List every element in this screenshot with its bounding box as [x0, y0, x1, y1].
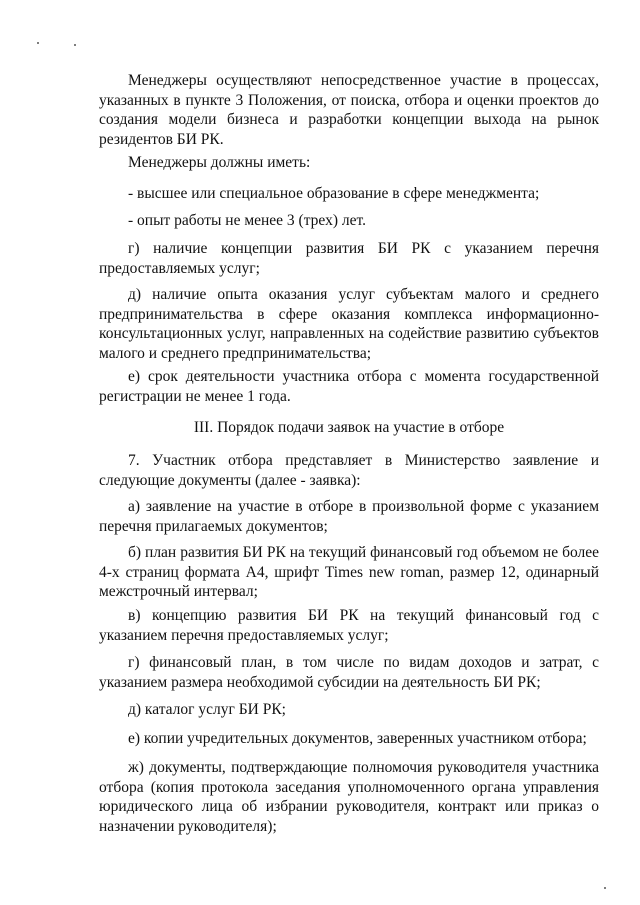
paragraph-item-b: б) план развития БИ РК на текущий финансовый год объемом не более 4-х страниц формата А4, шрифт Times new roman, размер 12, одинарный межстрочный интервал; — [99, 544, 599, 601]
paragraph-item-e2: е) копии учредительных документов, заверенных участником отбора; — [128, 730, 587, 747]
scan-speck — [604, 887, 606, 889]
paragraph-item-g2: г) финансовый план, в том числе по видам доходов и затрат, с указанием размера необходимой субсидии на деятельность БИ РК; — [99, 654, 599, 691]
paragraph-managers-role: Менеджеры осуществляют непосредственное участие в процессах, указанных в пункте 3 Положения, от поиска, отбора и оценки проектов до создания модели бизнеса и разработки концепции выхода на рынок резидентов БИ РК. — [99, 72, 599, 148]
paragraph-item-a: а) заявление на участие в отборе в произвольной форме с указанием перечня прилагаемых документов; — [99, 498, 599, 535]
list-item-experience: - опыт работы не менее 3 (трех) лет. — [128, 212, 366, 229]
paragraph-item-d2: д) каталог услуг БИ РК; — [128, 701, 286, 718]
paragraph-item-e: е) срок деятельности участника отбора с момента государственной регистрации не менее 1 года. — [99, 368, 599, 405]
paragraph-managers-requirements: Менеджеры должны иметь: — [128, 154, 311, 171]
paragraph-item-v: в) концепцию развития БИ РК на текущий финансовый год с указанием перечня предоставляемых услуг; — [99, 607, 599, 644]
paragraph-clause-7: 7. Участник отбора представляет в Министерство заявление и следующие документы (далее - заявка): — [99, 452, 599, 489]
paragraph-item-zh: ж) документы, подтверждающие полномочия руководителя участника отбора (копия протокола заседания уполномоченного органа управления юридического лица об избрании руководителя, контракт или приказ о назначении руководителя); — [99, 759, 599, 835]
list-item-education: - высшее или специальное образование в сфере менеджмента; — [128, 185, 540, 202]
scan-speck — [37, 42, 39, 44]
paragraph-item-d: д) наличие опыта оказания услуг субъектам малого и среднего предпринимательства в сфере оказания комплекса информационно-консультационных услуг, направленных на содействие развитию субъектов малого и среднего предпринимательства; — [99, 286, 599, 362]
section-heading: III. Порядок подачи заявок на участие в отборе — [193, 419, 505, 436]
scan-speck — [74, 44, 76, 46]
paragraph-item-g: г) наличие концепции развития БИ РК с указанием перечня предоставляемых услуг; — [99, 240, 599, 277]
